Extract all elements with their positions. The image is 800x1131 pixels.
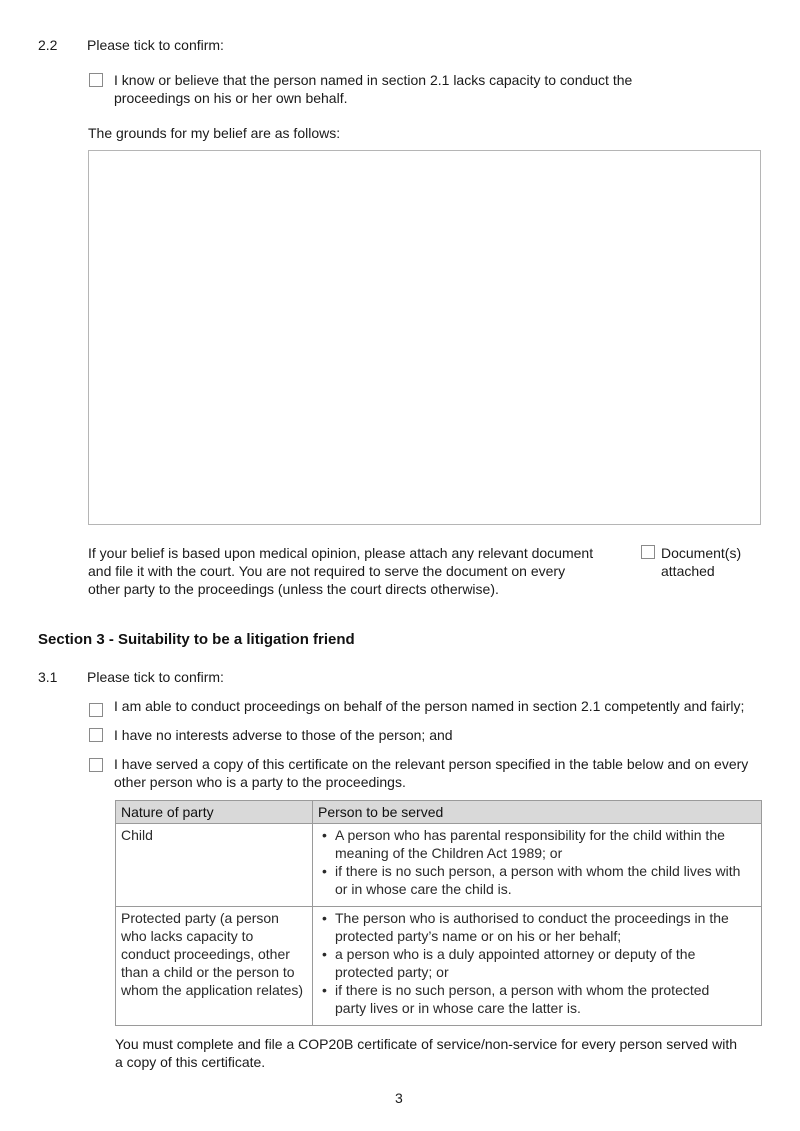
note-line: If your belief is based upon medical opinion, please attach any relevant document bbox=[88, 545, 594, 561]
section-number-2-2: 2.2 bbox=[38, 37, 58, 53]
table-row-child bbox=[116, 824, 762, 907]
party-line: than a child or the person to bbox=[121, 964, 295, 980]
served-copy-statement bbox=[114, 755, 774, 791]
party-cell bbox=[116, 824, 313, 907]
note-line: a copy of this certificate. bbox=[115, 1054, 266, 1070]
party-line: conduct proceedings, other bbox=[121, 946, 290, 962]
note-line: and file it with the court. You are not required to serve the document on every bbox=[88, 563, 566, 579]
list-item bbox=[335, 826, 756, 862]
page-number: 3 bbox=[395, 1090, 403, 1106]
parties-table bbox=[115, 800, 762, 1026]
note-line: You must complete and file a COP20B certificate of service/non-service for every person served with bbox=[115, 1036, 737, 1052]
list-item bbox=[335, 909, 756, 945]
no-adverse-interest-checkbox[interactable] bbox=[89, 728, 103, 742]
party-cell bbox=[116, 907, 313, 1026]
medical-opinion-note bbox=[88, 544, 628, 598]
served-cell bbox=[313, 824, 762, 907]
documents-attached-label bbox=[661, 544, 741, 580]
party-line: whom the application relates) bbox=[121, 982, 304, 998]
item-line: party lives or in whose care the latter is. bbox=[335, 1000, 581, 1016]
lacks-capacity-statement bbox=[114, 71, 754, 107]
tick-prompt-3-1: Please tick to confirm: bbox=[87, 669, 224, 685]
statement-line: I have served a copy of this certificate on the relevant person specified in the table below and on every bbox=[114, 756, 749, 772]
section-number-3-1: 3.1 bbox=[38, 669, 58, 685]
statement-line: other person who is a party to the proceedings. bbox=[114, 774, 406, 790]
no-adverse-interest-statement: I have no interests adverse to those of the person; and bbox=[114, 727, 453, 743]
list-item bbox=[335, 945, 756, 981]
competent-checkbox[interactable] bbox=[89, 703, 103, 717]
competent-statement: I am able to conduct proceedings on behalf of the person named in section 2.1 competently and fairly; bbox=[114, 698, 745, 714]
list-item bbox=[335, 862, 756, 898]
statement-line: proceedings on his or her own behalf. bbox=[114, 90, 348, 106]
item-line: or in whose care the child is. bbox=[335, 881, 512, 897]
header-nature-of-party: Nature of party bbox=[116, 801, 313, 824]
documents-attached-checkbox[interactable] bbox=[641, 545, 655, 559]
header-person-to-be-served: Person to be served bbox=[313, 801, 762, 824]
item-line: • if there is no such person, a person with whom the child lives with bbox=[335, 863, 741, 879]
grounds-textbox[interactable] bbox=[88, 150, 761, 525]
cop20b-note bbox=[115, 1035, 775, 1071]
table-header-row bbox=[116, 801, 762, 824]
item-line: meaning of the Children Act 1989; or bbox=[335, 845, 563, 861]
section-3-heading: Section 3 - Suitability to be a litigation friend bbox=[38, 631, 355, 648]
served-list bbox=[318, 826, 756, 898]
item-line: protected party’s name or on his or her behalf; bbox=[335, 928, 622, 944]
served-copy-checkbox[interactable] bbox=[89, 758, 103, 772]
item-line: • a person who is a duly appointed attorney or deputy of the bbox=[335, 946, 696, 962]
party-line: who lacks capacity to bbox=[121, 928, 254, 944]
label-line: Document(s) bbox=[661, 545, 742, 561]
item-line: • A person who has parental responsibility for the child within the bbox=[335, 827, 725, 843]
party-line: Child bbox=[121, 827, 153, 843]
lacks-capacity-checkbox[interactable] bbox=[89, 73, 103, 87]
served-list bbox=[318, 909, 756, 1017]
table-row-protected-party bbox=[116, 907, 762, 1026]
party-line: Protected party (a person bbox=[121, 910, 279, 926]
served-cell bbox=[313, 907, 762, 1026]
tick-prompt-2-2: Please tick to confirm: bbox=[87, 37, 224, 53]
label-line: attached bbox=[661, 563, 715, 579]
item-line: • The person who is authorised to conduct the proceedings in the bbox=[335, 910, 729, 926]
item-line: • if there is no such person, a person with whom the protected bbox=[335, 982, 710, 998]
item-line: protected party; or bbox=[335, 964, 449, 980]
statement-line: I know or believe that the person named in section 2.1 lacks capacity to conduct the bbox=[114, 72, 633, 88]
grounds-label: The grounds for my belief are as follows: bbox=[88, 125, 341, 141]
note-line: other party to the proceedings (unless the court directs otherwise). bbox=[88, 581, 499, 597]
list-item bbox=[335, 981, 756, 1017]
